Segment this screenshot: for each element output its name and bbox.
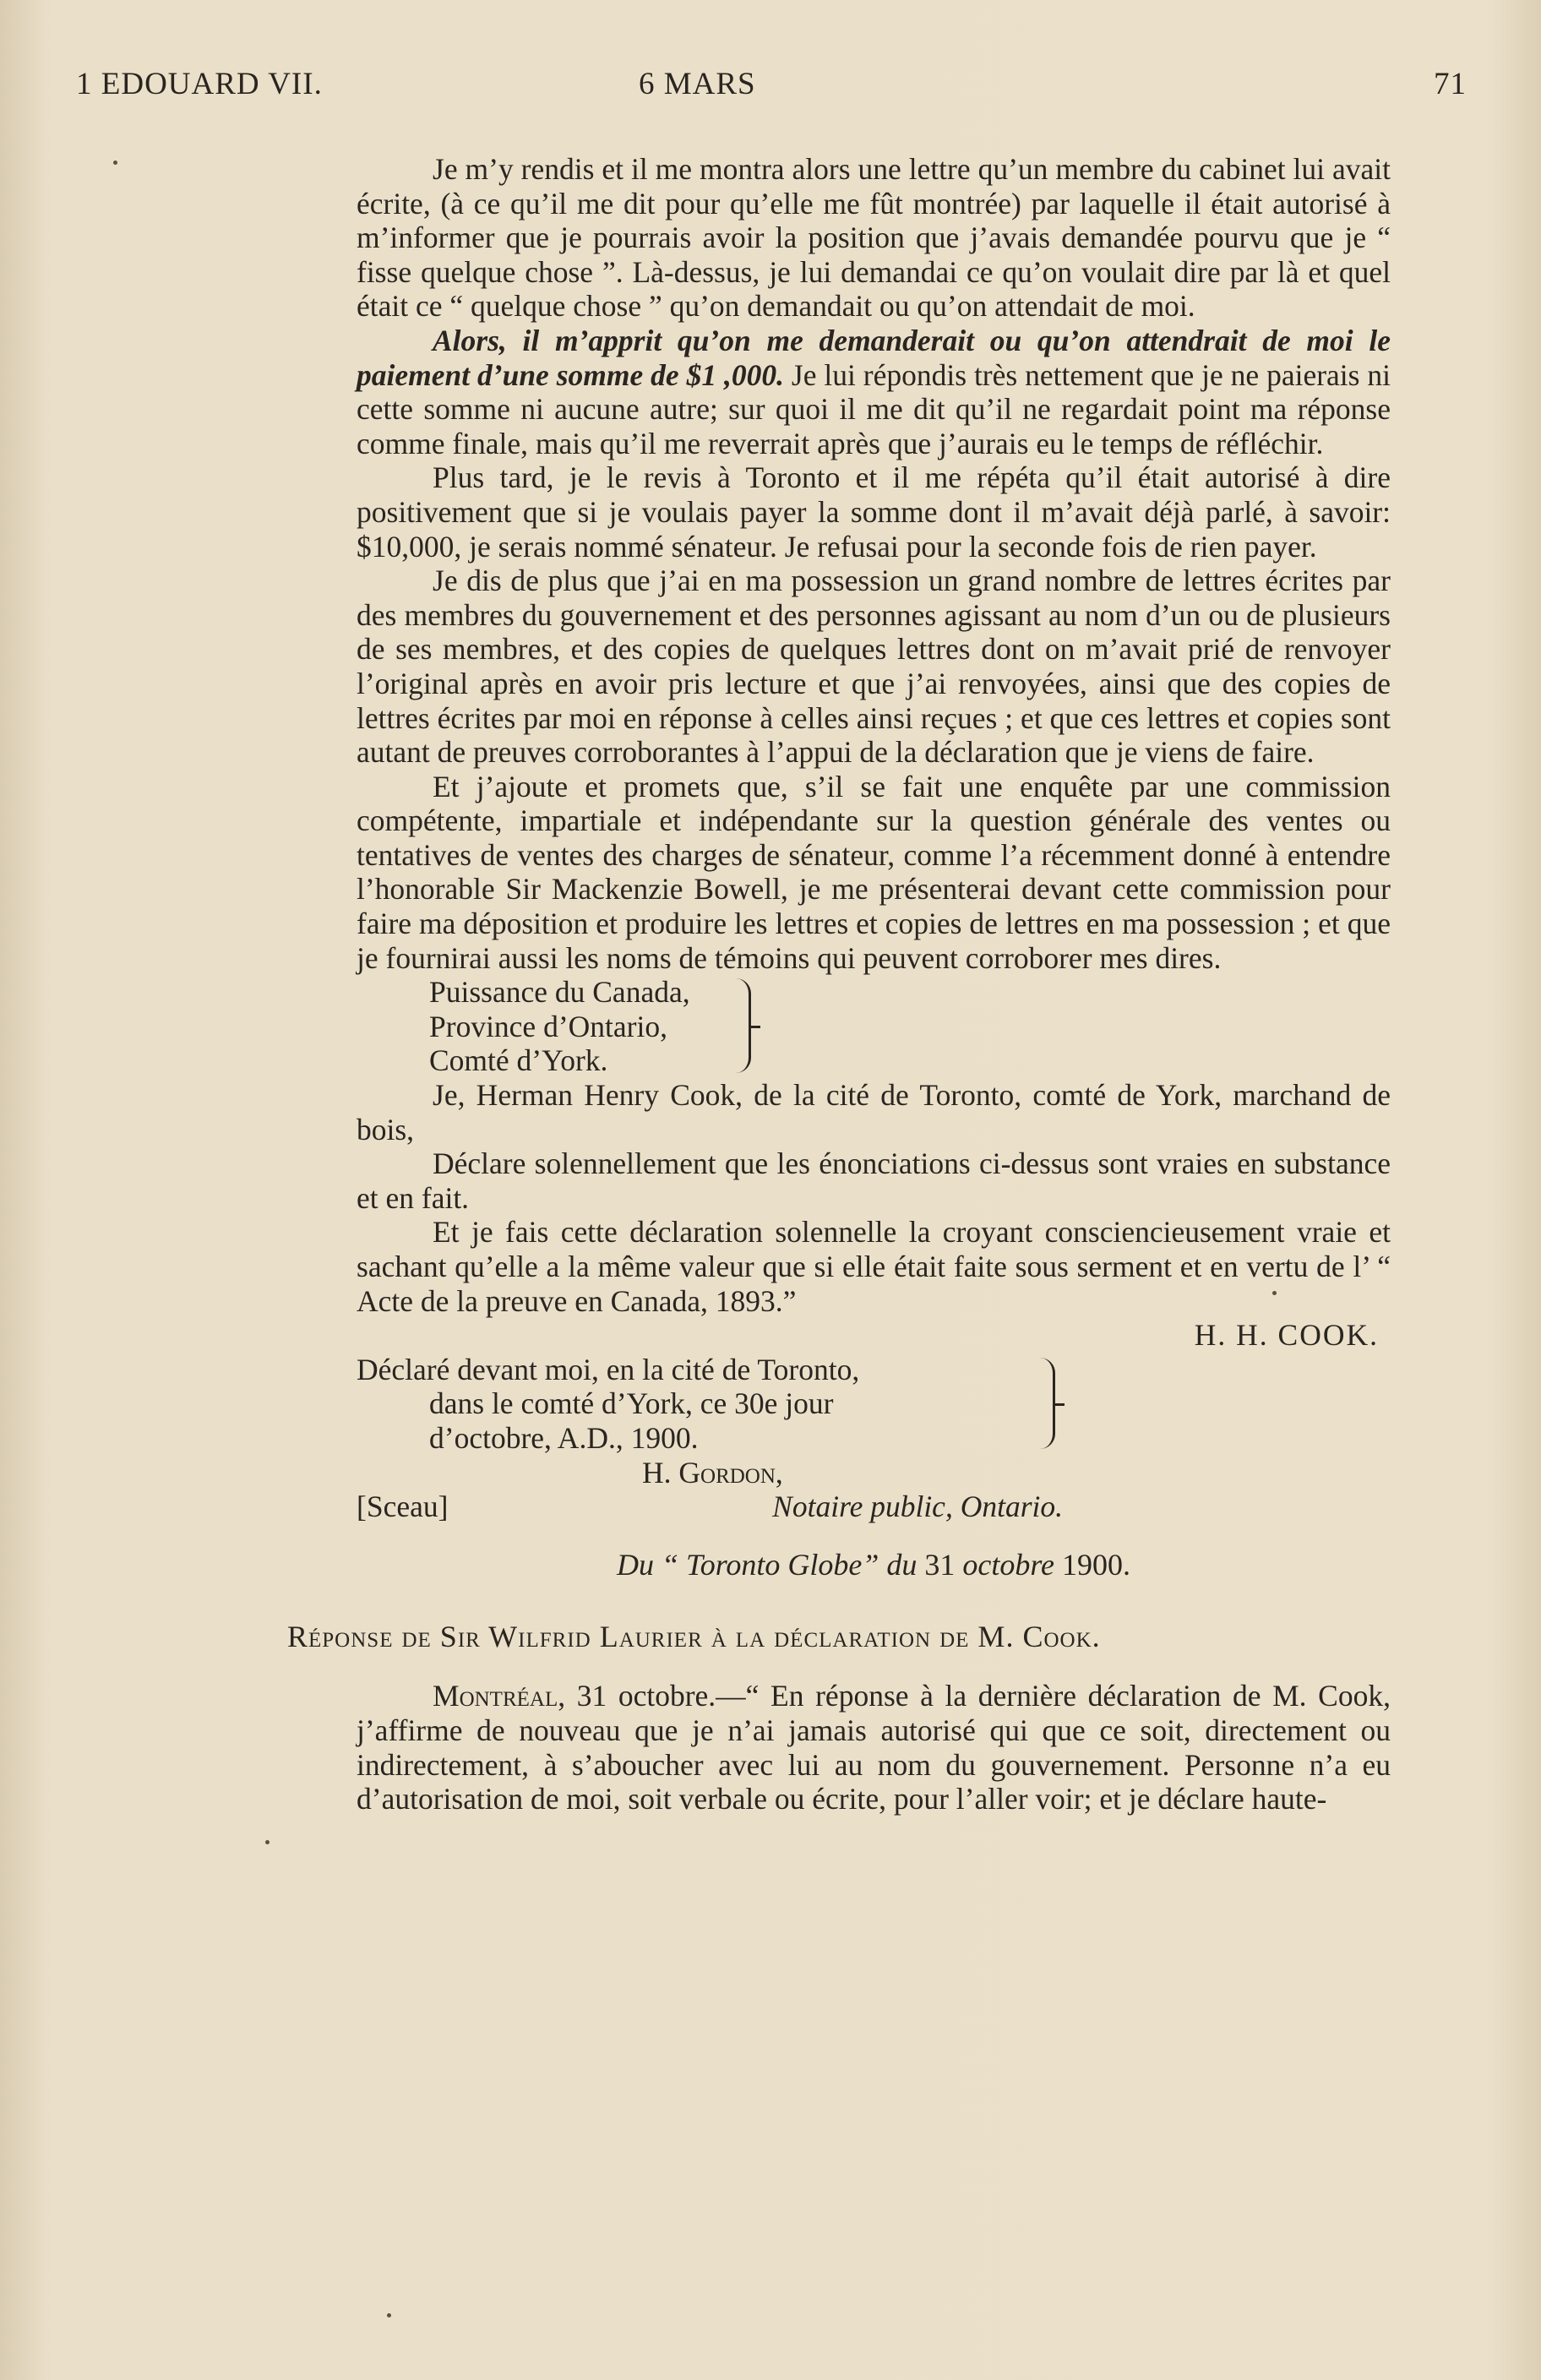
jurisdiction-line: Puissance du Canada, xyxy=(429,975,690,1010)
source-prefix: Du xyxy=(616,1548,654,1582)
notary-name: H. Gordon, xyxy=(642,1455,783,1490)
paragraph-declare: Déclare solennellement que les énonciations ci-dessus sont vraies en substance et en fait. xyxy=(357,1146,1391,1215)
header-date: 6 MARS xyxy=(639,67,756,101)
source-year: 1900. xyxy=(1062,1548,1131,1582)
jurisdiction-line: Province d’Ontario, xyxy=(429,1009,667,1043)
header-session: 1 EDOUARD VII. xyxy=(76,67,323,101)
response-city: Montréal, xyxy=(433,1679,566,1713)
paragraph-solemn: Et je fais cette déclaration solennelle la croyant consciencieusement vraie et sachant qu’elle a la même valeur que si elle était faite sous serment et en vertu de l’ “ Acte de la preuve en Canada, 1893.” xyxy=(357,1215,1391,1318)
paragraph-3: Plus tard, je le revis à Toronto et il me répéta qu’il était autorisé à dire positivement que si je voulais payer la somme dont il m’avait déjà parlé, à savoir: $10,000, je serais nommé sénateur. Je refusai pour la seconde fois de rien payer. xyxy=(357,460,1391,564)
page-number: 71 xyxy=(1434,67,1467,101)
source-date-num: 31 xyxy=(924,1548,956,1582)
jurisdiction-block xyxy=(357,975,1391,1078)
document-body xyxy=(287,152,1391,1816)
paragraph-5: Et j’ajoute et promets que, s’il se fait une enquête par une commission compétente, impartiale et indépendante sur la question générale des ventes ou tentatives de ventes des charges de sénateur, comme l’a récemment donné à entendre l’honorable Sir Mackenzie Bowell, je me présenterai devant cette commission pour faire ma déposition et produire les lettres et copies de lettres en ma possession ; et que je fournirai aussi les noms de témoins qui peuvent corroborer mes dires. xyxy=(357,769,1391,975)
declared-line: d’octobre, A.D., 1900. xyxy=(429,1420,699,1455)
paper-speck xyxy=(265,1840,270,1844)
paragraph-1: Je m’y rendis et il me montra alors une lettre qu’un membre du cabinet lui avait écrite, (à ce qu’il me dit pour qu’elle me fût montrée) par laquelle il était autorisé à m’informer que je pourrais avoir la position que j’avais demandée pourvu que je “ fisse quelque chose ”. Là-dessus, je lui demandai ce qu’on voulait dire par là et quel était ce “ quelque chose ” qu’on demandait ou qu’on attendait de moi. xyxy=(357,152,1391,324)
paper-speck xyxy=(387,2313,391,2317)
brace xyxy=(735,978,751,1073)
response-text: 31 octobre.—“ En réponse à la dernière déclaration de M. Cook, j’affirme de nouveau que je n’ai jamais autorisé qui que ce soit, directement ou indirectement, à s’aboucher avec lui au nom du gouvernement. Personne n’a eu d’autorisation de moi, soit verbale ou écrite, pour l’aller voir; et je déclare haute- xyxy=(357,1679,1391,1816)
paragraph-declarant: Je, Herman Henry Cook, de la cité de Toronto, comté de York, marchand de bois, xyxy=(357,1078,1391,1146)
declared-line: Déclaré devant moi, en la cité de Toronto, xyxy=(357,1352,860,1386)
seal-line xyxy=(357,1490,1063,1524)
declared-before-block xyxy=(357,1353,1391,1524)
running-header xyxy=(76,66,1467,108)
response-paragraph xyxy=(357,1679,1391,1816)
signature: H. H. COOK. xyxy=(1194,1318,1379,1353)
brace xyxy=(1039,1358,1055,1449)
jurisdiction-line: Comté d’York. xyxy=(429,1043,608,1078)
seal: [Sceau] xyxy=(357,1490,449,1524)
paragraph-4: Je dis de plus que j’ai en ma possession un grand nombre de lettres écrites par des membres du gouvernement et des personnes agissant au nom d’un ou de plusieurs de ses membres, et des copies de quelques lettres dont on m’avait prié de renvoyer l’original après en avoir pris lecture et que j’ai renvoyées, ainsi que des copies de lettres écrites par moi en réponse à celles ainsi reçues ; et que ces lettres et copies sont autant de preuves corroborantes à l’appui de la déclaration que je viens de faire. xyxy=(357,564,1391,770)
source-month: octobre xyxy=(962,1548,1055,1582)
paragraph-2 xyxy=(357,324,1391,460)
notary-title: Notaire public, Ontario. xyxy=(772,1490,1063,1524)
declared-line: dans le comté d’York, ce 30e jour xyxy=(429,1386,834,1421)
source-mid: du xyxy=(886,1548,918,1582)
source-line xyxy=(357,1548,1391,1582)
source-paper: “ Toronto Globe” xyxy=(661,1548,879,1582)
response-title: Réponse de Sir Wilfrid Laurier à la déclaration de M. Cook. xyxy=(287,1619,1101,1653)
paper-speck xyxy=(113,161,117,165)
paper-speck xyxy=(1272,1291,1277,1295)
paragraph-2-italic: Alors, il m’apprit qu’on me demanderait ou qu’on attendrait de moi le paiement d’une somme de $1 ,000. xyxy=(357,323,1391,392)
paragraph-2-rest: Je lui répondis très nettement que je ne paierais ni cette somme ni aucune autre; sur quoi il me dit qu’il ne regardait point ma réponse comme finale, mais qu’il me reverrait après que j’aurais eu le temps de réfléchir. xyxy=(357,357,1391,460)
